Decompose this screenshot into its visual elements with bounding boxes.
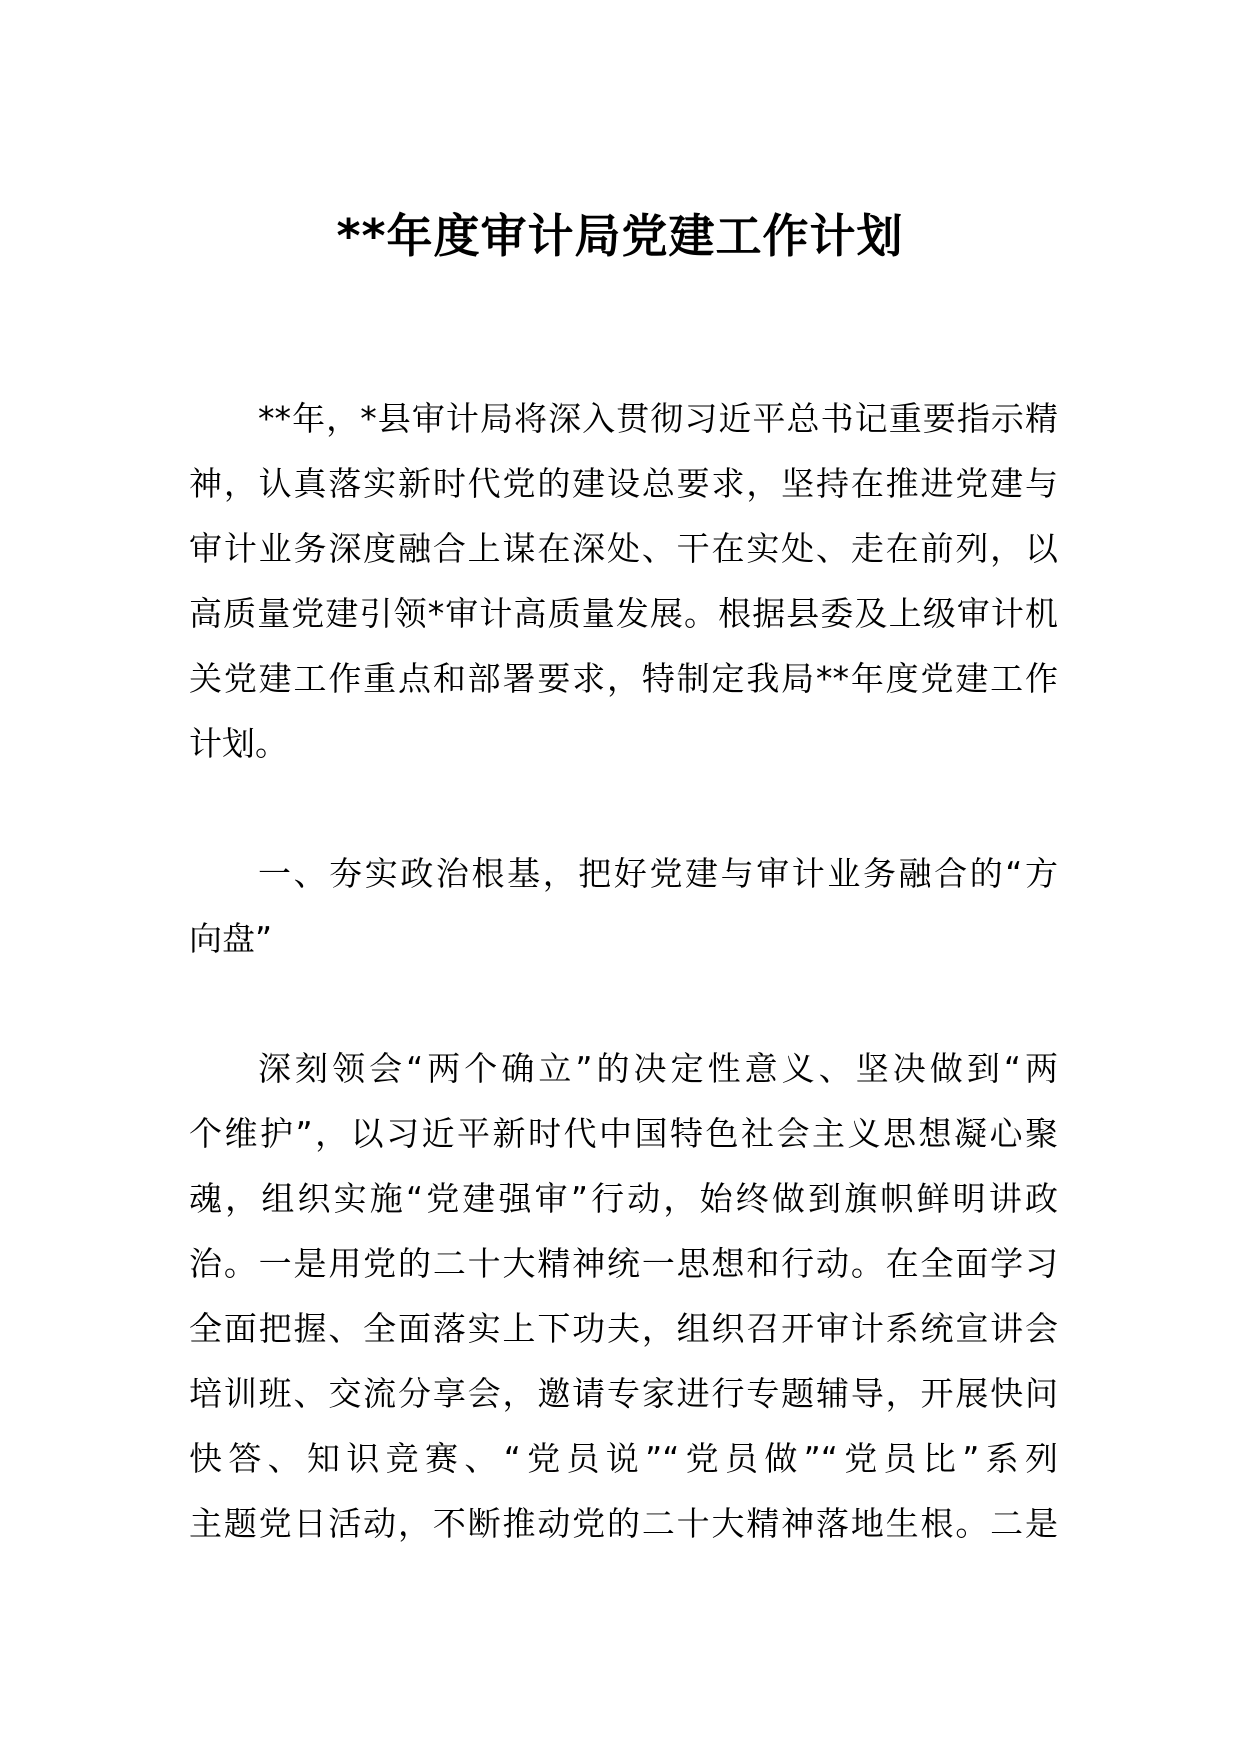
text-line: 关党建工作重点和部署要求，特制定我局**年度党建工作 bbox=[189, 659, 1058, 698]
paragraph-spacer bbox=[189, 776, 1058, 841]
text-line: 个维护”，以习近平新时代中国特色社会主义思想凝心聚 bbox=[189, 1114, 1058, 1153]
paragraph-spacer bbox=[189, 971, 1058, 1036]
text-line: 全面把握、全面落实上下功夫，组织召开审计系统宣讲会 bbox=[189, 1309, 1058, 1348]
text-line: 高质量党建引领*审计高质量发展。根据县委及上级审计机 bbox=[189, 594, 1058, 633]
section-1-paragraph bbox=[189, 1036, 1058, 1556]
text-line: 神，认真落实新时代党的建设总要求，坚持在推进党建与 bbox=[189, 464, 1058, 503]
section-heading-1 bbox=[189, 841, 1058, 971]
intro-paragraph bbox=[189, 386, 1058, 776]
document-title: **年度审计局党建工作计划 bbox=[336, 209, 904, 263]
document-body bbox=[189, 386, 1058, 1556]
text-line: 一、夯实政治根基，把好党建与审计业务融合的“方 bbox=[258, 854, 1058, 893]
text-line: **年，*县审计局将深入贯彻习近平总书记重要指示精 bbox=[258, 399, 1058, 438]
text-line: 快答、知识竞赛、“党员说”“党员做”“党员比”系列 bbox=[189, 1439, 1058, 1478]
text-line: 向盘” bbox=[189, 919, 273, 958]
text-line: 培训班、交流分享会，邀请专家进行专题辅导，开展快问 bbox=[189, 1374, 1058, 1413]
text-line: 审计业务深度融合上谋在深处、干在实处、走在前列，以 bbox=[189, 529, 1058, 568]
text-line: 治。一是用党的二十大精神统一思想和行动。在全面学习 bbox=[189, 1244, 1058, 1283]
text-line: 魂，组织实施“党建强审”行动，始终做到旗帜鲜明讲政 bbox=[189, 1179, 1058, 1218]
text-line: 主题党日活动，不断推动党的二十大精神落地生根。二是 bbox=[189, 1504, 1058, 1543]
text-line: 计划。 bbox=[189, 724, 288, 763]
text-line: 深刻领会“两个确立”的决定性意义、坚决做到“两 bbox=[258, 1049, 1058, 1088]
